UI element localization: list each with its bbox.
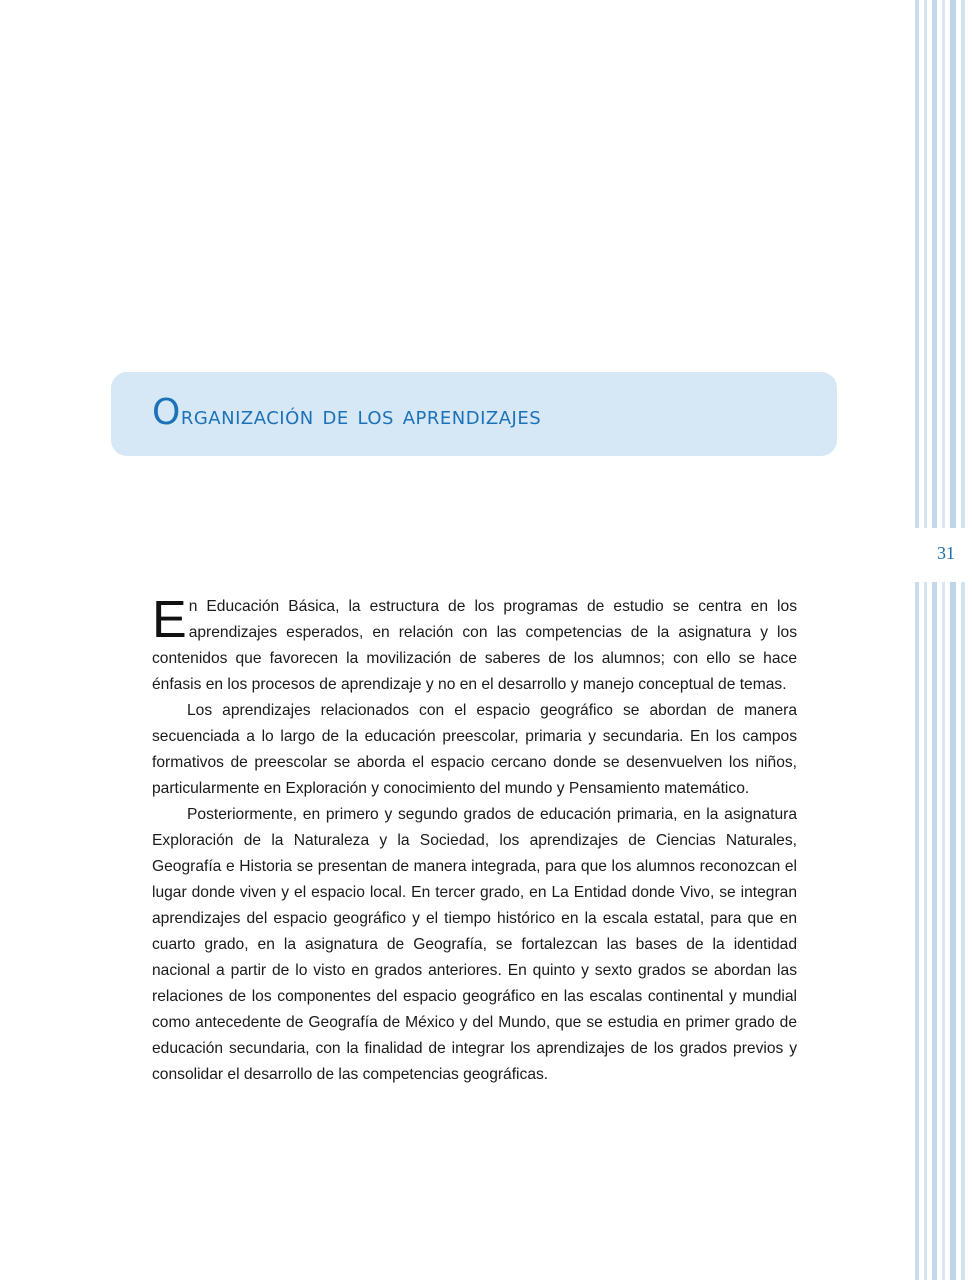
title-rest: rganización de los aprendizajes (180, 401, 542, 431)
paragraph-2: Los aprendizajes relacionados con el espacio geográfico se abordan de manera secuenciada a lo largo de la educación preescolar, primaria y secundaria. En los campos formativos de preescolar se aborda el espacio cercano donde se desenvuelven los niños, particularmente en Exploración y conocimiento del mundo y Pensamiento matemático. (152, 702, 797, 797)
paragraph-3: Posteriormente, en primero y segundo grados de educación primaria, en la asignatura Exploración de la Naturaleza y la Sociedad, los aprendizajes de Ciencias Naturales, Geografía e Historia se presentan de manera integrada, para que los alumnos reconozcan el lugar donde viven y el espacio local. En tercer grado, en La Entidad donde Vivo, se integran aprendizajes del espacio geográfico y el tiempo histórico en la escala estatal, para que en cuarto grado, en la asignatura de Geografía, se fortalezcan las bases de la identidad nacional a partir de lo visto en grados anteriores. En quinto y sexto grados se abordan las relaciones de los componentes del espacio geográfico en las escalas continental y mundial como antecedente de Geografía de México y del Mundo, que se estudia en primer grado de educación secundaria, con la finalidad de integrar los aprendizajes de los grados previos y consolidar el desarrollo de las competencias geográficas. (152, 806, 797, 1083)
section-title-banner (111, 372, 837, 456)
decorative-side-stripes (912, 0, 972, 1280)
title-first-letter: O (152, 392, 181, 433)
stripe (915, 0, 919, 1280)
paragraph-1 (152, 591, 797, 698)
stripe (961, 0, 965, 1280)
stripe (924, 0, 927, 1280)
body-text (152, 591, 797, 1088)
stripe (950, 0, 956, 1280)
stripe (942, 0, 945, 1280)
drop-cap: E (152, 591, 187, 649)
paragraph-1-text: n Educación Básica, la estructura de los programas de estudio se centra en los aprendizajes esperados, en relación con las competencias de la asignatura y los contenidos que favorecen la movilización de saberes de los alumnos; con ello se hace énfasis en los procesos de aprendizaje y no en el desarrollo y manejo conceptual de temas. (152, 598, 797, 693)
section-title (152, 392, 541, 433)
page-number: 31 (937, 543, 955, 563)
stripe (932, 0, 937, 1280)
